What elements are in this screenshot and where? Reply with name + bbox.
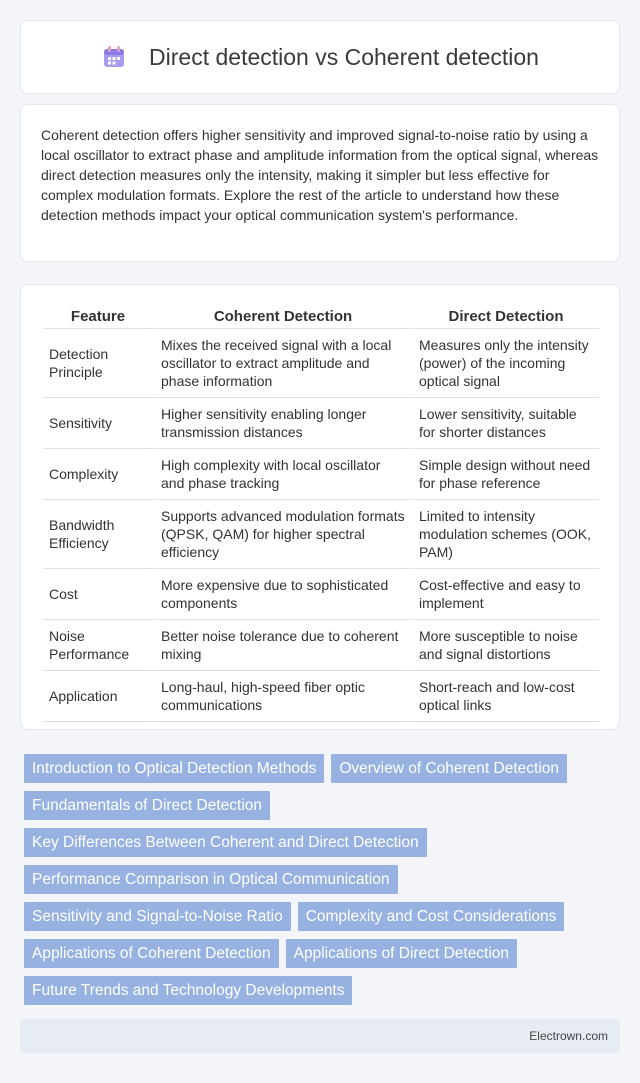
comparison-table-card <box>20 284 620 730</box>
table-row <box>43 671 599 722</box>
intro-paragraph: Coherent detection offers higher sensitivity and improved signal-to-noise ratio by using a local oscillator to extract phase and amplitude information from the optical signal, whereas direct detection measures only the intensity, making it simpler but less effective for complex modulation formats. Explore the rest of the article to understand how these detection methods impact your optical communication system's performance. <box>41 127 599 223</box>
header-feature: Feature <box>43 303 153 329</box>
table-row <box>43 329 599 398</box>
tag-link[interactable]: Complexity and Cost Considerations <box>298 902 565 931</box>
coherent-cell: Higher sensitivity enabling longer transmission distances <box>153 398 411 449</box>
comparison-table <box>43 303 599 722</box>
intro-card <box>20 104 620 262</box>
header-coherent: Coherent Detection <box>153 303 411 329</box>
feature-cell: Detection Principle <box>43 329 153 398</box>
header-direct: Direct Detection <box>411 303 599 329</box>
feature-cell: Sensitivity <box>43 398 153 449</box>
tag-link[interactable]: Performance Comparison in Optical Communication <box>24 865 398 894</box>
tag-link[interactable]: Introduction to Optical Detection Methods <box>24 754 324 783</box>
coherent-cell: High complexity with local oscillator and phase tracking <box>153 449 411 500</box>
feature-cell: Application <box>43 671 153 722</box>
feature-cell: Cost <box>43 569 153 620</box>
page-title: Direct detection vs Coherent detection <box>149 43 539 70</box>
topic-tags <box>24 754 604 1013</box>
table-row <box>43 569 599 620</box>
direct-cell: Cost-effective and easy to implement <box>411 569 599 620</box>
coherent-cell: Better noise tolerance due to coherent mixing <box>153 620 411 671</box>
direct-cell: Lower sensitivity, suitable for shorter distances <box>411 398 599 449</box>
table-row <box>43 620 599 671</box>
table-row <box>43 449 599 500</box>
tag-link[interactable]: Applications of Direct Detection <box>286 939 517 968</box>
footer-source: Electrown.com <box>529 1029 608 1043</box>
table-row <box>43 500 599 569</box>
coherent-cell: Supports advanced modulation formats (QPSK, QAM) for higher spectral efficiency <box>153 500 411 569</box>
direct-cell: Short-reach and low-cost optical links <box>411 671 599 722</box>
tag-link[interactable]: Applications of Coherent Detection <box>24 939 279 968</box>
feature-cell: Bandwidth Efficiency <box>43 500 153 569</box>
title-card <box>20 20 620 94</box>
tag-link[interactable]: Sensitivity and Signal-to-Noise Ratio <box>24 902 291 931</box>
tag-link[interactable]: Fundamentals of Direct Detection <box>24 791 270 820</box>
table-row <box>43 398 599 449</box>
tag-link[interactable]: Key Differences Between Coherent and Direct Detection <box>24 828 427 857</box>
direct-cell: More susceptible to noise and signal distortions <box>411 620 599 671</box>
coherent-cell: Long-haul, high-speed fiber optic communications <box>153 671 411 722</box>
direct-cell: Limited to intensity modulation schemes (OOK, PAM) <box>411 500 599 569</box>
direct-cell: Measures only the intensity (power) of the incoming optical signal <box>411 329 599 398</box>
direct-cell: Simple design without need for phase reference <box>411 449 599 500</box>
coherent-cell: More expensive due to sophisticated components <box>153 569 411 620</box>
coherent-cell: Mixes the received signal with a local oscillator to extract amplitude and phase information <box>153 329 411 398</box>
feature-cell: Noise Performance <box>43 620 153 671</box>
tag-link[interactable]: Overview of Coherent Detection <box>331 754 567 783</box>
tag-link[interactable]: Future Trends and Technology Developments <box>24 976 352 1005</box>
footer <box>20 1019 620 1053</box>
calendar-icon <box>101 44 127 70</box>
table-header-row <box>43 303 599 329</box>
feature-cell: Complexity <box>43 449 153 500</box>
